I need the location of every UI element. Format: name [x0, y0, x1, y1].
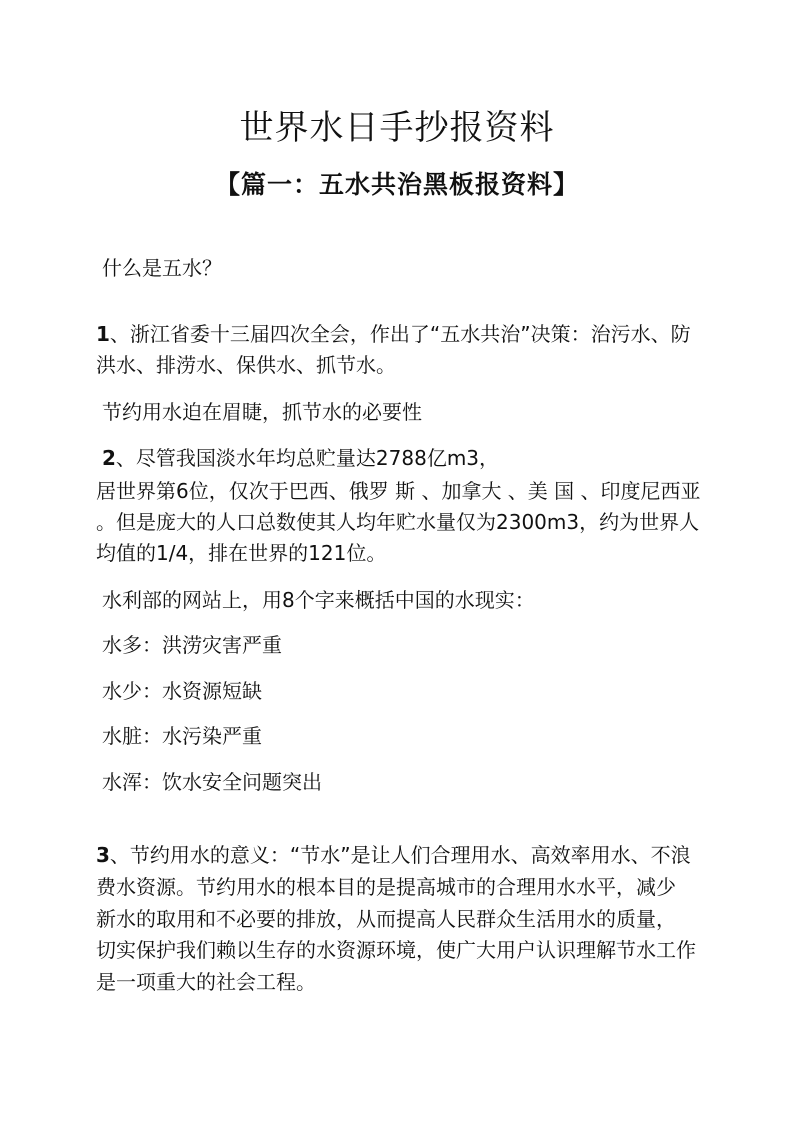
paragraph-1-number: 1 — [96, 322, 110, 346]
paragraph-2-text-1: 、尽管我国淡水年均总贮量达2788亿m3， — [115, 446, 500, 470]
section-subtitle: 【篇一：五水共治黑板报资料】 — [214, 170, 579, 199]
paragraph-3-line-4: 切实保护我们赖以生存的水资源环境，使广大用户认识理解节水工作 — [96, 938, 696, 962]
paragraph-3-text-1: 、节约用水的意义：“节水”是让人们合理用水、高效率用水、不浪 — [109, 843, 691, 867]
paragraph-2-line-1 — [102, 444, 722, 472]
ministry-line: 水利部的网站上，用8个字来概括中国的水现实： — [102, 588, 535, 612]
paragraph-1-text-1: 、浙江省委十三届四次全会，作出了“五水共治”决策：治污水、防 — [109, 322, 691, 346]
urgent-line: 节约用水迫在眉睫，抓节水的必要性 — [102, 400, 422, 424]
paragraph-2-line-2: 居世界第6位，仅次于巴西、俄罗 斯 、加拿大 、美 国 、印度尼西亚 — [96, 479, 701, 503]
paragraph-2-number: 2 — [102, 446, 116, 470]
paragraph-3-line-1 — [96, 841, 716, 869]
question-line: 什么是五水？ — [102, 256, 222, 280]
paragraph-2-line-4: 均值的1/4，排在世界的121位。 — [96, 541, 387, 565]
reality-item-3: 水脏：水污染严重 — [102, 724, 262, 748]
reality-item-4: 水浑：饮水安全问题突出 — [102, 770, 322, 794]
paragraph-1-line-2: 洪水、排涝水、保供水、抓节水。 — [96, 353, 396, 377]
paragraph-3-line-3: 新水的取用和不必要的排放，从而提高人民群众生活用水的质量， — [96, 907, 676, 931]
paragraph-3-line-2: 费水资源。节约用水的根本目的是提高城市的合理用水水平，减少 — [96, 875, 676, 899]
page-title: 世界水日手抄报资料 — [239, 108, 555, 148]
reality-item-2: 水少：水资源短缺 — [102, 679, 262, 703]
reality-item-1: 水多：洪涝灾害严重 — [102, 633, 282, 657]
paragraph-3-line-5: 是一项重大的社会工程。 — [96, 970, 316, 994]
paragraph-2-line-3: 。但是庞大的人口总数使其人均年贮水量仅为2300m3，约为世界人 — [96, 510, 700, 534]
paragraph-1-line-1 — [96, 320, 716, 348]
paragraph-3-number: 3 — [96, 843, 110, 867]
